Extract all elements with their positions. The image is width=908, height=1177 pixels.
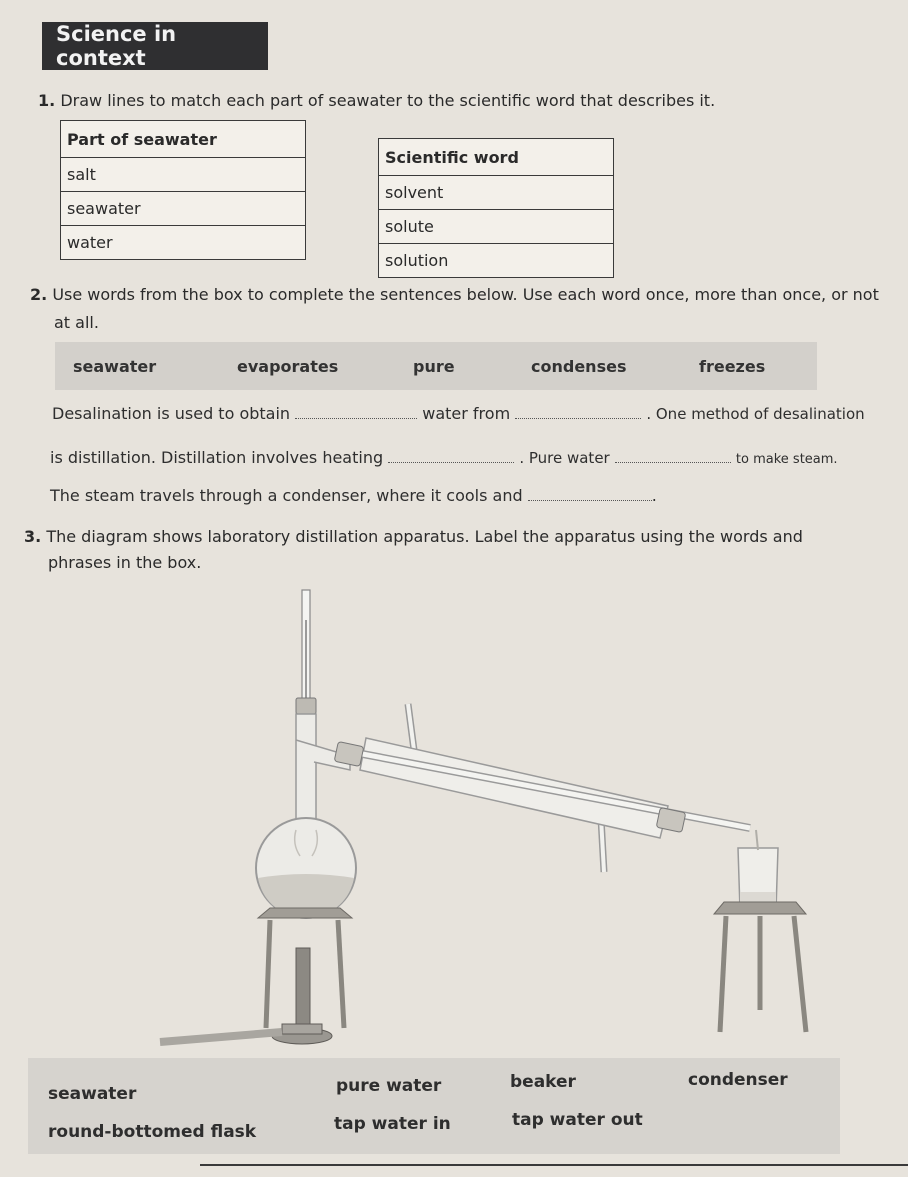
question-3-number: 3. [24,527,42,546]
part-item-salt[interactable]: salt [61,158,306,192]
part-item-water[interactable]: water [61,226,306,260]
section-title: Science in context [42,22,268,70]
beaker-stand [714,902,806,1032]
question-3 [24,526,894,574]
part-item-seawater[interactable]: seawater [61,192,306,226]
label-pure-water: pure water [336,1076,442,1096]
label-tap-water-out: tap water out [512,1110,643,1130]
scientific-word-table [378,138,614,278]
part-of-seawater-table [60,120,306,260]
label-round-bottomed-flask: round-bottomed flask [48,1122,257,1142]
label-box [28,1058,840,1154]
sentence-1b: water from [422,404,511,423]
word-item-solvent[interactable]: solvent [379,176,614,210]
sentence-3a: The steam travels through a condenser, where it cools and [50,486,523,505]
word-item-solution[interactable]: solution [379,244,614,278]
label-beaker: beaker [510,1072,576,1092]
sentence-2b: . Pure water [519,449,610,467]
label-seawater: seawater [48,1084,137,1104]
question-1 [38,90,715,112]
beaker [738,830,778,910]
blank-2[interactable] [515,418,641,419]
word-condenses: condenses [531,356,627,376]
question-1-text: Draw lines to match each part of seawater to the scientific word that describes it. [60,91,716,110]
label-tap-water-in: tap water in [334,1114,451,1134]
bunsen-burner [160,948,332,1044]
word-seawater: seawater [73,356,157,376]
sentence-3b: . [651,486,657,505]
condenser [334,704,750,872]
word-evaporates: evaporates [237,356,339,376]
sentence-2a: is distillation. Distillation involves heating [50,448,384,467]
word-item-solute[interactable]: solute [379,210,614,244]
sentence-2c: to make steam. [735,452,838,467]
sentence-line-2 [50,448,838,467]
question-2 [30,284,900,334]
question-3-text-line2: phrases in the box. [48,553,202,572]
bottom-rule [200,1164,908,1166]
question-2-text-line1: Use words from the box to complete the sentences below. Use each word once, more than once, or not [52,285,879,304]
blank-5[interactable] [528,500,652,501]
question-1-number: 1. [38,91,56,110]
label-condenser: condenser [688,1070,788,1090]
sentence-1c: . One method of desalination [646,405,865,423]
distillation-apparatus-diagram [0,580,908,1050]
sentence-1a: Desalination is used to obtain [52,404,291,423]
word-pure: pure [413,356,455,376]
word-freezes: freezes [699,356,766,376]
blank-3[interactable] [388,462,514,463]
sentence-line-1 [52,404,865,423]
thermometer [296,590,316,730]
question-2-number: 2. [30,285,48,304]
sentence-line-3 [50,486,657,505]
blank-4[interactable] [615,462,731,463]
question-3-text-line1: The diagram shows laboratory distillation apparatus. Label the apparatus using the words and [46,527,803,546]
part-of-seawater-header: Part of seawater [61,121,306,158]
blank-1[interactable] [295,418,417,419]
question-2-text-line2: at all. [54,313,99,332]
scientific-word-header: Scientific word [379,139,614,176]
word-box [55,342,817,390]
